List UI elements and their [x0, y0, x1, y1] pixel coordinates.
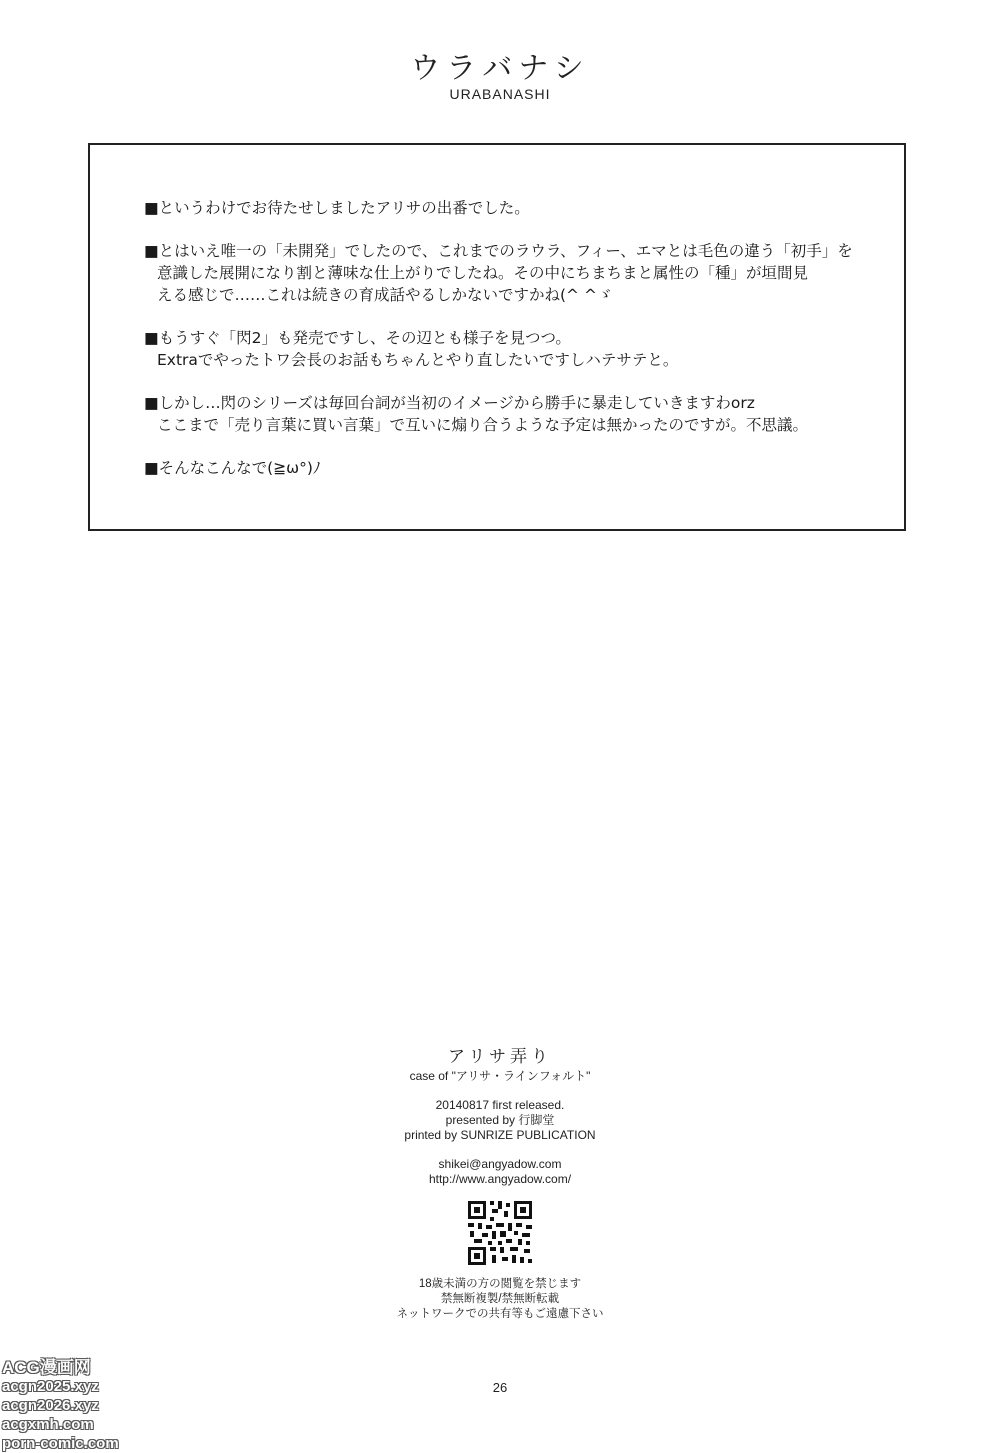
note-1-line-1: ■というわけでお待たせしましたアリサの出番でした。 [144, 199, 530, 217]
page-header [0, 52, 1000, 102]
site-watermark [2, 1358, 152, 1453]
contact-email[interactable]: shikei@angyadow.com [438, 1157, 562, 1171]
header-title-en: URABANASHI [449, 86, 551, 102]
colophon [0, 1046, 1000, 1322]
header-title-jp: ウラバナシ [410, 51, 590, 86]
note-3 [144, 327, 844, 371]
colophon-credits [0, 1098, 1000, 1143]
legal-notice [0, 1277, 1000, 1322]
release-date: 20140817 first released. [435, 1098, 565, 1112]
note-3-line-2: Extraでやったトワ会長のお話もちゃんとやり直したいですしハテサテと。 [157, 351, 679, 369]
colophon-contact [0, 1157, 1000, 1187]
watermark-line-4: acgxmh.com [2, 1416, 94, 1433]
note-1 [144, 197, 844, 219]
note-2-line-3: える感じで……これは続きの育成話やるしかないですかね(^ ^ゞ [157, 286, 613, 304]
watermark-line-5: porn-comic.com [2, 1435, 119, 1452]
printed-by: printed by SUNRIZE PUBLICATION [404, 1128, 596, 1142]
note-2 [144, 240, 853, 306]
note-2-line-2: 意識した展開になり割と薄味な仕上がりでしたね。その中にちまちまと属性の「種」が垣間見 [157, 264, 809, 282]
qr-code-icon [466, 1199, 534, 1267]
page-number: 26 [492, 1380, 508, 1395]
colophon-subtitle: case of "アリサ・ラインフォルト" [409, 1069, 591, 1083]
afterword-content [144, 197, 853, 500]
watermark-line-2: acgn2025.xyz [2, 1378, 99, 1395]
afterword-box [88, 143, 906, 531]
note-4-line-2: ここまで「売り言葉に買い言葉」で互いに煽り合うような予定は無かったのですが。不思議。 [157, 416, 809, 434]
note-4-line-1: ■しかし…閃のシリーズは毎回台詞が当初のイメージから勝手に暴走していきますわorz [144, 394, 755, 412]
website-url[interactable]: http://www.angyadow.com/ [428, 1172, 572, 1186]
note-3-line-1: ■もうすぐ「閃2」も発売ですし、その辺とも様子を見つつ。 [144, 329, 571, 347]
notice-age: 18歳未満の方の閲覧を禁じます [418, 1278, 582, 1290]
watermark-line-1: ACG漫画网 [2, 1358, 91, 1377]
notice-copy: 禁無断複製/禁無断転載 [440, 1293, 560, 1305]
colophon-title: アリサ弄り [448, 1047, 552, 1067]
note-2-line-1: ■とはいえ唯一の「未開発」でしたので、これまでのラウラ、フィー、エマとは毛色の違う「初手」を [144, 242, 853, 260]
note-5-line-1: ■そんなこんなで(≧ω°)ﾉ [144, 459, 321, 477]
note-4 [144, 392, 844, 436]
watermark-line-3: acgn2026.xyz [2, 1397, 99, 1414]
notice-share: ネットワークでの共有等もご遠慮下さい [396, 1308, 604, 1320]
presented-by: presented by 行脚堂 [445, 1113, 555, 1127]
note-5 [144, 457, 844, 479]
